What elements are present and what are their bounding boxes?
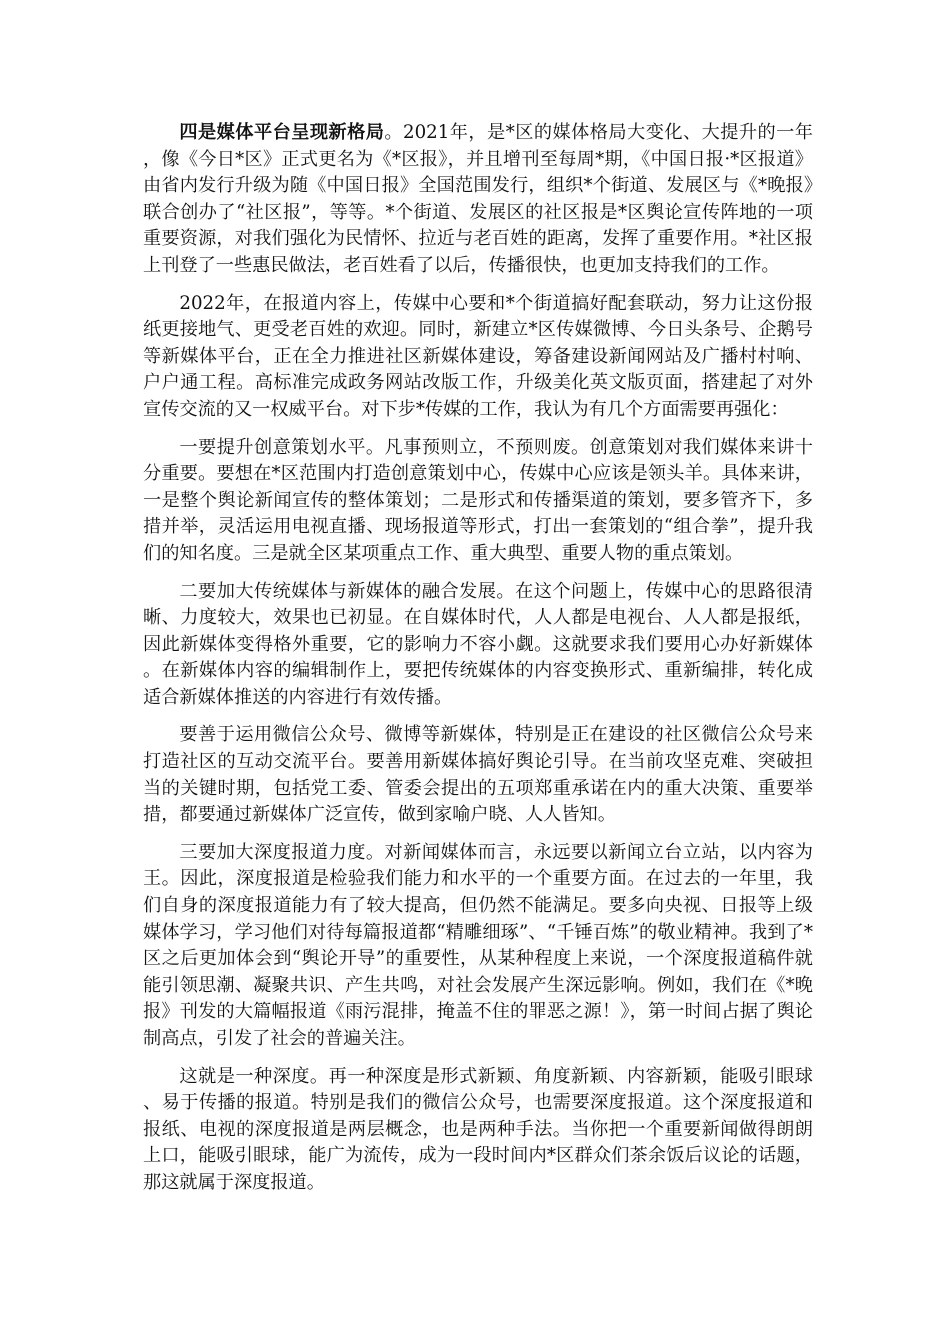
paragraph-text: 2022年，在报道内容上，传媒中心要和*个街道搞好配套联动，努力让这份报纸更接地气、更受老百姓的欢迎。同时，新建立*区传媒微博、今日头条号、企鹅号等新媒体平台，正在全力推进社区新媒体建设，筹备建设新闻网站及广播村村响、户户通工程。高标准完成政务网站改版工作，升级美化英文版页面，搭建起了对外宣传交流的又一权威平台。对下步*传媒的工作，我认为有几个方面需要再强化： — [143, 292, 813, 420]
paragraph-text: 。2021年，是*区的媒体格局大变化、大提升的一年，像《今日*区》正式更名为《*区报》，并且增刊至每周*期，《中国日报·*区报道》由省内发行升级为随《中国日报》全国范围发行，组织*个街道、发展区与《*晚报》联合创办了“社区报”，等等。*个街道、发展区的社区报是*区舆论宣传阵地的一项重要资源，对我们强化为民情怀、拉近与老百姓的距离，发挥了重要作用。*社区报上刊登了一些惠民做法，老百姓看了以后，传播很快，也更加支持我们的工作。 — [143, 122, 813, 276]
paragraph-media-integration — [143, 579, 813, 712]
paragraph-text: 这就是一种深度。再一种深度是形式新颖、角度新颖、内容新颖，能吸引眼球、易于传播的报道。特别是我们的微信公众号，也需要深度报道。这个深度报道和报纸、电视的深度报道是两层概念，也是两种手法。当你把一个重要新闻做得朗朗上口，能吸引眼球，能广为流传，成为一段时间内*区群众们茶余饭后议论的话题，那这就属于深度报道。 — [143, 1065, 813, 1193]
paragraph-creative-planning — [143, 435, 813, 568]
paragraph-in-depth-reporting — [143, 840, 813, 1053]
paragraph-text: 三要加大深度报道力度。对新闻媒体而言，永远要以新闻立台立站，以内容为王。因此，深度报道是检验我们能力和水平的一个重要方面。在过去的一年里，我们自身的深度报道能力有了较大提高，但仍然不能满足。要多向央视、日报等上级媒体学习，学习他们对待每篇报道都“精雕细琢”、“千锤百炼”的敬业精神。我到了*区之后更加体会到“舆论开导”的重要性，从某种程度上来说，一个深度报道稿件就能引领思潮、凝聚共识、产生共鸣，对社会发展产生深远影响。例如，我们在《*晚报》刊发的大篇幅报道《雨污混排，掩盖不住的罪恶之源！》，第一时间占据了舆论制高点，引发了社会的普遍关注。 — [143, 841, 813, 1049]
paragraph-text: 要善于运用微信公众号、微博等新媒体，特别是正在建设的社区微信公众号来打造社区的互动交流平台。要善用新媒体搞好舆论引导。在当前攻坚克难、突破担当的关键时期，包括党工委、管委会提出的五项郑重承诺在内的重大决策、重要举措，都要通过新媒体广泛宣传，做到家喻户晓、人人皆知。 — [143, 724, 813, 826]
paragraph-2022-plan — [143, 291, 813, 424]
document-body — [143, 120, 813, 1208]
paragraph-new-media-usage — [143, 722, 813, 828]
paragraph-media-platform — [143, 120, 813, 280]
paragraph-text: 一要提升创意策划水平。凡事预则立，不预则废。创意策划对我们媒体来讲十分重要。要想在*区范围内打造创意策划中心，传媒中心应该是领头羊。具体来讲，一是整个舆论新闻宣传的整体策划；二是形式和传播渠道的策划，要多管齐下，多措并举，灵活运用电视直播、现场报道等形式，打出一套策划的“组合拳”，提升我们的知名度。三是就全区某项重点工作、重大典型、重要人物的重点策划。 — [143, 436, 813, 564]
paragraph-heading: 四是媒体平台呈现新格局 — [179, 122, 385, 143]
paragraph-text: 二要加大传统媒体与新媒体的融合发展。在这个问题上，传媒中心的思路很清晰、力度较大，效果也已初显。在自媒体时代，人人都是电视台、人人都是报纸，因此新媒体变得格外重要，它的影响力不容小觑。这就要求我们要用心办好新媒体。在新媒体内容的编辑制作上，要把传统媒体的内容变换形式、重新编排，转化成适合新媒体推送的内容进行有效传播。 — [143, 580, 813, 708]
paragraph-depth-definition — [143, 1064, 813, 1197]
